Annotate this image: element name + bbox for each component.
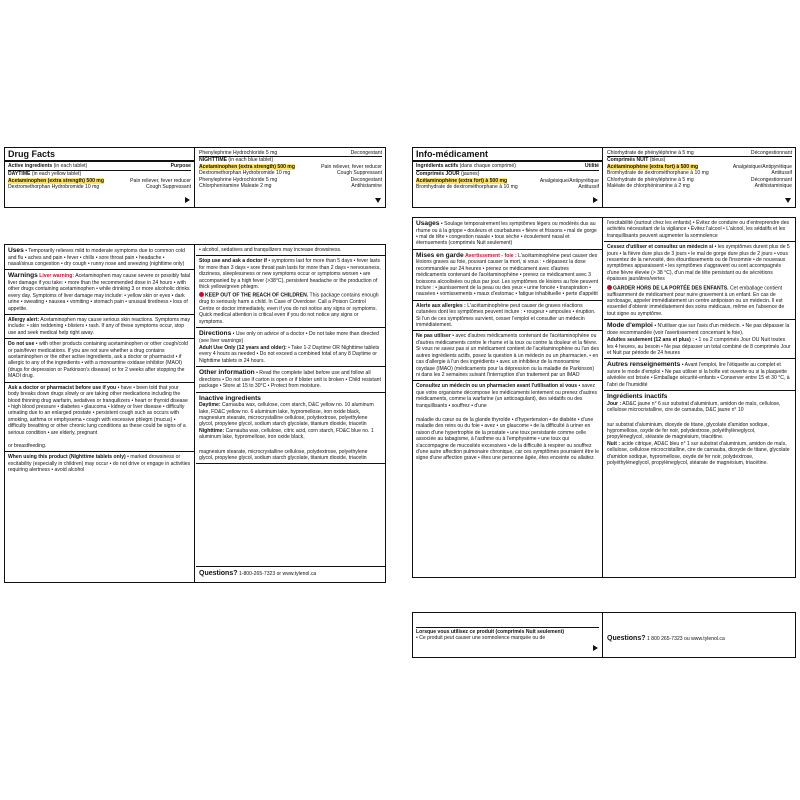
fr-acetaminophen-night-purpose: Analgésique/Antipyrétique (732, 163, 792, 170)
en-drug-facts-main-panel (4, 244, 386, 583)
fr-daytime-sub: (jaunes) (459, 171, 480, 178)
fr-dextromethorphan-night-purpose: Antitussif (771, 170, 792, 177)
fr-questions-block (604, 613, 795, 657)
fr-daytime-label: Comprimés JOUR (416, 171, 460, 178)
stop-sign-icon (607, 285, 612, 290)
fr-questions-phone: 1 800 265-7323 ou www.tylenol.ca (646, 636, 725, 642)
fr-chlorpheniramine-line: Maléate de chlorphéniramine à 2 mg (607, 183, 690, 190)
fr-inactive-heading: Ingrédients inactifs (607, 393, 668, 401)
fr-ask-doctor-heading: Consultez un médecin ou un pharmacien avant l'utilisation si vous (416, 383, 578, 390)
en-liver-warning-heading: Liver warning: (39, 273, 75, 280)
en-keep-out-heading: KEEP OUT OF THE REACH OF CHILDREN. (205, 292, 309, 299)
fr-ask-doctor-text: • savez que votre organisme décompose les médicaments lentement ou prenez d'autres médicaments, comme la warfarine (un anticoagulant), des sédatifs ou des tranquillisants • souffrez • d'une (416, 383, 598, 409)
fr-dextromethorphan-purpose: Antitussif (578, 184, 599, 191)
fr-phenylephrine-line: Chlorhydrate de phényléphrine à 5 mg (607, 150, 694, 156)
en-nighttime-sub: (in each blue tablet) (227, 157, 274, 164)
en-active-ingredients-sub: (in each tablet) (52, 163, 88, 169)
continue-arrow-icon (593, 645, 598, 651)
en-phenylephrine-night-purpose: Decongestant (350, 176, 382, 183)
en-drug-facts-header-panel (4, 147, 386, 208)
fr-bottom-panel (412, 612, 796, 658)
fr-nighttime-inactive-heading: Nuit : (607, 440, 621, 447)
fr-when-using-heading: Lorsque vous utilisez ce produit (comprimés Nuit seulement) (416, 627, 599, 635)
en-questions-label: Questions? (199, 570, 238, 577)
en-when-using-text: • marked drowsiness or excitability (especially in children) may occur • do not drive or engage in activities requiring alertness • avoid alcohol (8, 454, 191, 474)
en-chlorpheniramine-purpose: Antihistamine (351, 183, 382, 190)
en-phenylephrine-purpose: Decongestant (350, 150, 382, 156)
fr-adult-use-text: • 1 ou 2 comprimés Jour OU Nuit toutes les 4 heures, au besoin • Ne pas dépasser un total combiné de 8 comprimés Jour et Nuit par période de 24 heures (607, 337, 791, 356)
en-acetaminophen-night-line: Acetaminophen (extra strength) 500 mg (199, 163, 295, 170)
fr-allergy-heading: Alerte aux allergies : (416, 302, 466, 309)
en-questions-phone: 1-800-265-7323 or www.tylenol.ca (238, 571, 317, 577)
fr-dextromethorphan-line: Bromhydrate de dextrométhorphane à 10 mg (416, 184, 518, 191)
en-directions-heading: Directions (199, 329, 232, 337)
fr-warnings-heading: Mises en garde (416, 251, 464, 259)
fr-keep-out-text: Cet emballage contient suffisamment de médicament pour nuire gravement à un enfant. En cas de surdosage, appeler immédiatement un centre antipoison ou un médecin. Il est essentiel d'obtenir immédiatement des soins médicaux, même en l'absence de tout signe ou symptôme. (607, 285, 785, 317)
fr-column-1 (413, 218, 603, 577)
en-nighttime-inactive-text-cont: magnesium stearate, microcrystalline cellulose, polydextrose, polyethylene glycol, propylene glycol, sodium starch glycolate, titanium dioxide, triacetin (199, 448, 368, 462)
en-stop-use-heading: Stop use and ask a doctor if (199, 258, 267, 265)
continue-arrow-icon (185, 197, 190, 203)
en-do-not-use-heading: Do not use (8, 341, 35, 348)
en-nighttime-inactive-heading: Nighttime: (199, 427, 225, 434)
en-uses-heading: Uses (8, 247, 24, 254)
en-warnings-heading: Warnings (8, 272, 38, 280)
en-directions-text: • Use only on advice of a doctor • Do not take more than directed (see liver warnings) (199, 330, 379, 344)
en-daytime-label: DAYTIME (8, 171, 31, 178)
fr-active-ingredients-label: Ingrédients actifs (416, 163, 459, 169)
fr-ask-doctor-text-cont: maladie du cœur ou de la glande thyroïde • d'hypertension • de diabète • d'une maladie des reins ou du foie • avez • un glaucome • de la difficulté à uriner en raison d'une hypertrophie de la prostate • une toux persistante comme celle associée au tabagisme, à l'asthme ou à l'emphysème • une toux qui s'accompagne de mucosités excessives • de la difficulté à respirer ou souffrez d'une autre affection pulmonaire chronique, car ces symptômes pourraient être le signe d'une affection grave • êtes une personne âgée, êtes enceinte ou allaitez (416, 416, 599, 462)
en-column-1 (5, 245, 195, 582)
en-other-info-text: • Read the complete label before use and follow all directions • Do not use if carton is open or if blister unit is broken • Child resistant package • Store at 15 to 30°C • Protect from moisture. (199, 370, 381, 390)
fr-directions-text: • N'utiliser que sur l'avis d'un médecin. • Ne pas dépasser la dose recommandée (voir l'avertissement concernant le foie). (607, 323, 790, 336)
en-column-2 (196, 245, 385, 582)
fr-uses-text: • Soulage temporairement les symptômes légers ou modérés dus au rhume ou à la grippe • douleurs et courbatures • fièvre et frissons • mal de gorge • mal de tête • congestion nasale • toux sèche • écoulement nasal et éternuements (comprimés Nuit seulement) (416, 221, 597, 247)
fr-allergy-text: L'acétaminophène peut causer de graves réactions cutanées dont les symptômes peuvent inclure : • rougeur • ampoules • éruption. Si l'un de ces symptômes survient, cesser l'emploi et consulter un médecin immédiatement. (416, 302, 596, 329)
fr-phenylephrine-night-purpose: Décongestionnant (750, 176, 792, 183)
en-ask-doctor-text: • have • been told that your body breaks down drugs slowly or are taking other medications including the blood thinning drug warfarin, sedatives or tranquilizers • heart or thyroid disease • high blood pressure • diabetes • glaucoma • kidney or liver disease • difficulty urinating due to an enlarged prostate • persistent cough such as occurs with smoking, asthma or emphysema • cough with excessive phlegm (mucus) • difficulty breathing or other chronic lung conditions as these could be signs of a serious condition • are elderly, pregnant (8, 384, 188, 436)
en-ask-doctor-text-cont: or breastfeeding. (8, 442, 47, 449)
fr-stop-use-heading: Cessez d'utiliser et consultez un médecin si (607, 244, 714, 251)
en-adult-use-text: • Take 1-2 Daytime OR Nighttime tablets every 4 hours as needed • Do not exceed a combined total of any 8 Daytime or Nighttime tablets in 24 hours. (199, 344, 380, 364)
fr-chlorpheniramine-purpose: Antihistaminique (754, 183, 792, 190)
fr-phenylephrine-night-line: Chlorhydrate de phényléphrine à 5 mg (607, 176, 694, 183)
en-dextromethorphan-purpose: Cough Suppressant (145, 184, 191, 191)
fr-acetaminophen-line: Acétaminophène (extra fort) à 500 mg (416, 177, 508, 184)
fr-nighttime-label: Comprimés NUIT (607, 157, 649, 164)
continue-arrow-icon (593, 197, 598, 203)
fr-liver-warning-text: L'acétaminophène peut causer des lésions graves au foie, pouvant causer la mort, si vous : • dépassez la dose recommandée sur 24 heures • prenez ce médicament avec d'autres médicaments contenant de l'acétaminophène • prenez ce médicament avec 3 boissons alcoolisées ou plus par jour. Les symptômes de lésions au foie peuvent inclure : • jaunissement de la peau ou des yeux • urine foncée • transpiration • nausées • vomissements • maux d'estomac • fatigue inhabituelle • perte d'appétit (416, 252, 599, 298)
en-uses-text: • Temporarily relieves mild to moderate symptoms due to common cold and flu • aches and pain • fever • chills • sore throat pain • headache • nasal/sinus congestion • dry cough • runny nose and sneezing (nighttime only) (8, 248, 185, 267)
en-acetaminophen-line: Acetaminophen (extra strength) 500 mg (8, 177, 104, 184)
fr-liver-warning-heading: Avertissement - foie : (465, 252, 517, 259)
fr-info-medicament-header-panel (412, 147, 796, 208)
fr-other-info-heading: Autres renseignements (607, 361, 681, 369)
fr-adult-use-heading: Adultes seulement (12 ans et plus) : (607, 337, 694, 344)
en-allergy-heading: Allergy alert: (8, 317, 40, 324)
en-phenylephrine-night-line: Phenylephrine Hydrochloride 5 mg (199, 176, 278, 183)
fr-alcohol-note: l'excitabilité (surtout chez les enfants) • Évitez de conduire ou d'entreprendre des activités nécessitant de la vigilance • Évitez l'alcool • L'alcool, les sédatifs et les tranquillisants peuvent augmenter la somnolence (607, 220, 790, 239)
en-daytime-inactive-heading: Daytime: (199, 402, 221, 409)
fr-dextromethorphan-night-line: Bromhydrate de dextrométhorphane à 10 mg (607, 170, 709, 177)
fr-acetaminophen-purpose: Analgésique/Antipyrétique (539, 177, 599, 184)
en-other-info-heading: Other information (199, 369, 255, 377)
en-stop-use-text: • symptoms last for more than 5 days • fever lasts for more than 3 days • sore throat pain lasts for more than 2 days • nervousness, dizziness, sleeplessness or new symptoms occur or symptoms worsen • are accompanied by a high fever (>38°C), persistent headache or the production of thick yellow/green phlegm. (199, 258, 381, 291)
en-phenylephrine-line: Phenylephrine Hydrochloride 5 mg (199, 150, 278, 156)
en-purpose-label: Purpose (170, 163, 191, 169)
en-daytime-sub: (in each yellow tablet) (30, 171, 82, 178)
fr-uses-heading: Usages (416, 220, 440, 227)
fr-keep-out-heading: GARDER HORS DE LA PORTÉE DES ENFANTS. (613, 285, 729, 292)
fr-directions-heading: Mode d'emploi (607, 322, 653, 330)
fr-purpose-label: Utilité (584, 163, 599, 169)
fr-daytime-inactive-heading: Jour : (607, 400, 622, 407)
en-do-not-use-text: • with other products containing acetaminophen or other cough/cold or pain/fever medications. If you are not sure whether a drug contains acetaminophen or the other active ingredients, ask a doctor or pharmacist • if allergic to any of the ingredients • with a monoamine oxidase inhibitor (MAOI) (drugs for depression or Parkinson's disease) or for 2 weeks after stopping the MAOI drug. (8, 341, 188, 380)
fr-when-using-block (413, 613, 603, 657)
en-acetaminophen-purpose: Pain reliever, fever reducer (130, 177, 191, 184)
en-nighttime-inactive-text: Carnauba wax, cellulose, citric acid, corn starch, FD&C blue no. 1 aluminum lake, hypromellose, iron oxide black, (199, 427, 374, 441)
fr-other-info-text: • Avant l'emploi, lire l'étiquette au complet et suivre le mode d'emploi • Ne pas utiliser si la boîte est ouverte ou si la plaquette alvéolée est brisée • Emballage sécurité-enfants • Conserver entre 15 et 30 °C, à l'abri de l'humidité (607, 362, 790, 388)
fr-do-not-use-text: • avec d'autres médicaments contenant de l'acétaminophène ou d'autres médicaments contre le rhume et la toux ou contre la douleur et la fièvre. Si vous ne savez pas si un médicament contient de l'acétaminophène ou l'un des autres ingrédients actifs, posez la question à un médecin ou un pharmacien. • en cas d'allergie à l'un des ingrédients • avec un inhibiteur de la monoamine oxydase (IMAO) (médicaments pour la dépression ou la maladie de Parkinson) ni dans les 2 semaines suivant l'interruption d'un traitement par un IMAO (416, 333, 599, 378)
en-dextromethorphan-night-line: Dextromethorphan Hydrobromide 10 mg (199, 170, 291, 177)
fr-questions-label: Questions? (607, 635, 646, 642)
en-dextromethorphan-night-purpose: Cough Suppressant (336, 170, 382, 177)
en-keep-out-text: This package contains enough drug to seriously harm a child. In Case of Overdose: Call a Poison Control Centre or doctor immediately, even if you do not notice any signs or symptoms. Quick medical attention is critical even if you do not notice any signs or symptoms. (199, 292, 379, 325)
en-adult-use-heading: Adult Use Only (12 years and older): (199, 344, 287, 351)
fr-do-not-use-heading: Ne pas utiliser (416, 333, 451, 340)
fr-stop-use-text: • les symptômes durent plus de 5 jours • la fièvre dure plus de 3 jours • le mal de gorge dure plus de 2 jours • vous ressentez de la nervosité, des étourdissements ou de l'insomnie • de nouveaux symptômes apparaissent • les symptômes s'aggravent ou sont accompagnés d'une fièvre élevée (> 38 °C), d'un mal de tête persistant ou de sécrétions épaisses jaunâtres/vertes (607, 244, 790, 283)
fr-nighttime-sub: (bleus) (648, 157, 666, 164)
en-chlorpheniramine-line: Chlorpheniramine Maleate 2 mg (199, 183, 272, 190)
fr-when-using-text: • Ce produit peut causer une somnolence marquée ou de (416, 635, 546, 642)
fr-column-2 (604, 218, 795, 577)
stop-sign-icon (199, 292, 204, 297)
en-ask-doctor-heading: Ask a doctor or pharmacist before use if you (8, 384, 117, 391)
fr-active-ingredients-sub: (dans chaque comprimé) (458, 163, 516, 169)
en-inactive-heading: Inactive ingredients (199, 394, 261, 402)
down-arrow-icon (785, 198, 791, 203)
fr-main-panel (412, 217, 796, 578)
down-arrow-icon (375, 198, 381, 203)
en-daytime-inactive-text: Carnauba wax, cellulose, corn starch, D&C yellow no. 10 aluminum lake, FD&C yellow no. 6 aluminum lake, hypromellose, iron oxide black, magnesium stearate, microcrystalline cellulose, polydextrose, polyethylene glycol, propylene glycol, sodium starch glycolate, titanium dioxide, triacetin (199, 402, 374, 428)
en-liver-warning-text: Acetaminophen may cause severe or possibly fatal liver damage if you take: • more than the recommended dose in 24 hours • with other drugs containing acetaminophen • while drinking 3 or more alcoholic drinks every day. Symptoms of liver damage may include: • yellow skin or eyes • dark urine • sweating • nausea • vomiting • stomach pain • unusual tiredness • loss of appetite. (8, 273, 191, 312)
en-drug-facts-title: Drug Facts (5, 148, 194, 162)
fr-phenylephrine-purpose: Décongestionnant (750, 150, 792, 156)
en-dextromethorphan-line: Dextromethorphan Hydrobromide 10 mg (8, 184, 100, 191)
fr-daytime-inactive-text: AD&C jaune n° 6 sur substrat d'aluminium, amidon de maïs, cellulose, cellulose microcristalline, cire de carnauba, D&C jaune n° 10 (607, 400, 781, 414)
fr-title: Info-médicament (413, 148, 602, 162)
en-nighttime-label: NIGHTTIME (199, 157, 228, 164)
en-acetaminophen-night-purpose: Pain reliever, fever reducer (321, 163, 382, 170)
en-alcohol-note: • alcohol, sedatives and tranquilizers may increase drowsiness. (199, 247, 342, 253)
en-when-using-heading: When using this product (Nighttime tablets only) (8, 454, 126, 461)
fr-acetaminophen-night-line: Acétaminophène (extra fort) à 500 mg (607, 163, 699, 170)
en-allergy-text: Acetaminophen may cause serious skin reactions. Symptoms may include: • skin reddening • blisters • rash. If any of these symptoms occur, stop use and seek medical help right away. (8, 317, 191, 336)
en-active-ingredients-label: Active ingredients (8, 163, 53, 169)
fr-nighttime-inactive-text: acide citrique, AD&C bleu n° 1 sur substrat d'aluminium, amidon de maïs, cellulose, cellulose microcristalline, cire de carnauba, dioxyde de titane, glycolate d'amidon sodique, hypromellose, oxyde de fer noir, polydextrose, polyéthylèneglycol, propylèneglycol, stéarate de magnésium, triacétine. (607, 440, 790, 467)
fr-daytime-inactive-text-cont: sur substrat d'aluminium, dioxyde de titane, glycolate d'amidon sodique, hypromellose, oxyde de fer noir, polydextrose, polyéthylèneglycol, propylèneglycol, stéarate de magnésium, triacétine. (607, 421, 769, 441)
